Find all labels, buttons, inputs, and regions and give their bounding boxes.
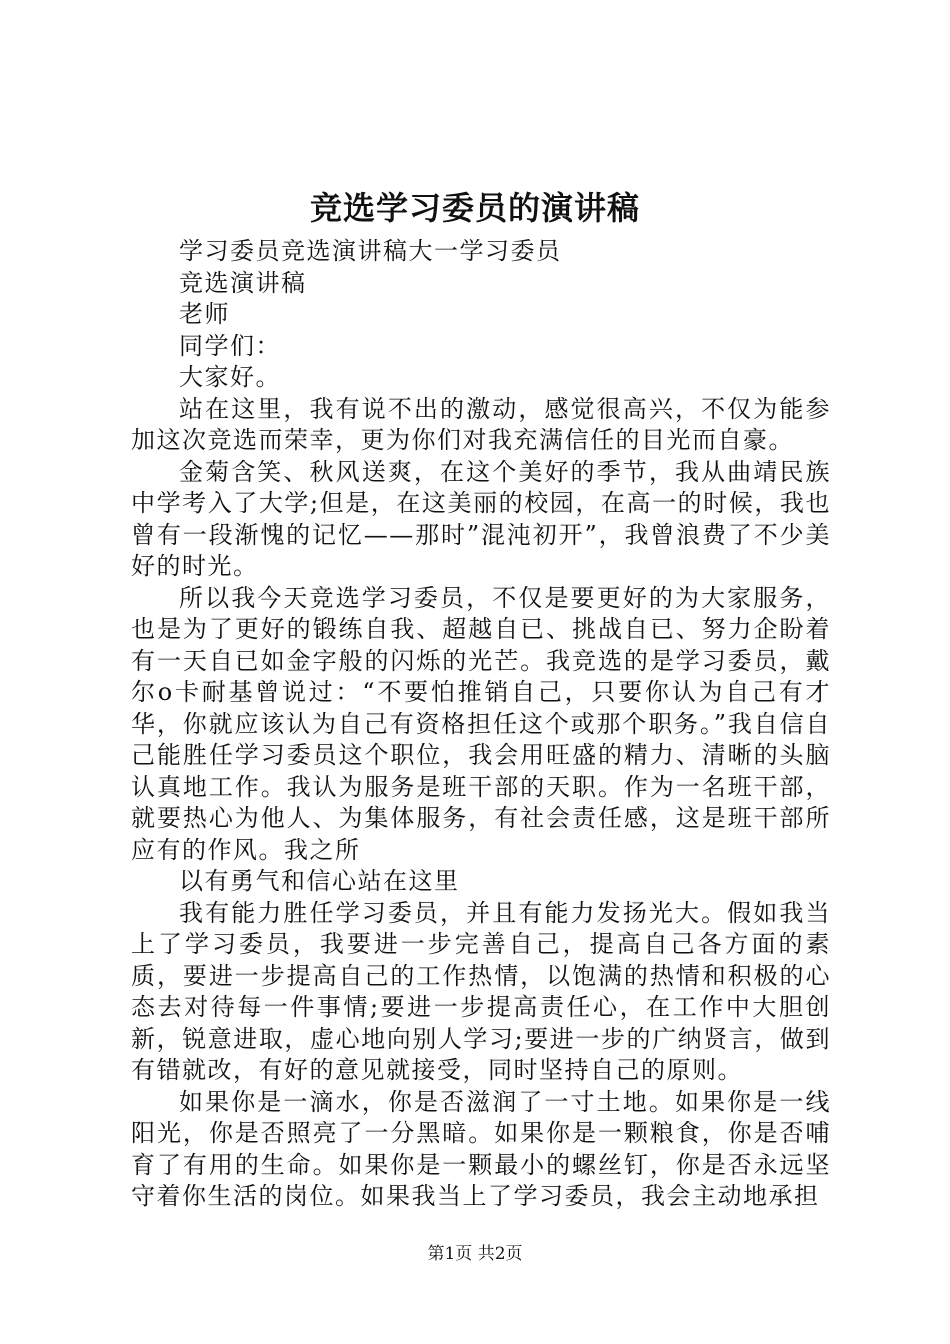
- document-title: 竞选学习委员的演讲稿: [309, 189, 640, 227]
- paragraph-3: 老师: [179, 300, 230, 328]
- paragraph-7: 金菊含笑、秋风送爽，在这个美好的季节，我从曲靖民族中学考入了大学;但是，在这美丽的校园，在高一的时候，我也曾有一段渐愧的记忆——那时”混沌初开”，我曾浪费了不少美好的时光。: [131, 457, 831, 580]
- paragraph-6: 站在这里，我有说不出的激动，感觉很高兴，不仅为能参加这次竞选而荣幸，更为你们对我充满信任的目光而自豪。: [131, 394, 831, 454]
- paragraph-8: 所以我今天竞选学习委员，不仅是要更好的为大家服务，也是为了更好的锻练自我、超越自已、挑战自已、努力企盼着有一天自已如金字般的闪烁的光芒。我竞选的是学习委员，戴尔o卡耐基曾说过：“不要怕推销自己，只要你认为自己有才华，你就应该认为自己有资格担任这个或那个职务。”我自信自己能胜任学习委员这个职位，我会用旺盛的精力、清晰的头脑认真地工作。我认为服务是班干部的天职。作为一名班干部，就要热心为他人、为集体服务，有社会责任感，这是班干部所应有的作风。我之所: [131, 583, 831, 864]
- page-footer: 第1页 共2页: [427, 1244, 523, 1264]
- paragraph-4: 同学们：: [179, 331, 281, 360]
- paragraph-5: 大家好。: [179, 363, 281, 391]
- document-body: [131, 236, 831, 1213]
- paragraph-11: 如果你是一滴水，你是否滋润了一寸土地。如果你是一线阳光，你是否照亮了一分黑暗。如果你是一颗粮食，你是否哺育了有用的生命。如果你是一颗最小的螺丝钉，你是否永远坚守着你生活的岗位。如果我当上了学习委员，我会主动地承担: [131, 1087, 831, 1210]
- paragraph-2: 竞选演讲稿: [179, 268, 307, 297]
- paragraph-1: 学习委员竞选演讲稿大一学习委员: [179, 237, 562, 265]
- paragraph-9: 以有勇气和信心站在这里: [179, 867, 460, 895]
- paragraph-10: 我有能力胜任学习委员，并且有能力发扬光大。假如我当上了学习委员，我要进一步完善自己，提高自己各方面的素质，要进一步提高自己的工作热情，以饱满的热情和积极的心态去对待每一件事情;要进一步提高责任心，在工作中大胆创新，锐意进取，虚心地向别人学习;要进一步的广纳贤言，做到有错就改，有好的意见就接受，同时坚持自己的原则。: [131, 898, 831, 1084]
